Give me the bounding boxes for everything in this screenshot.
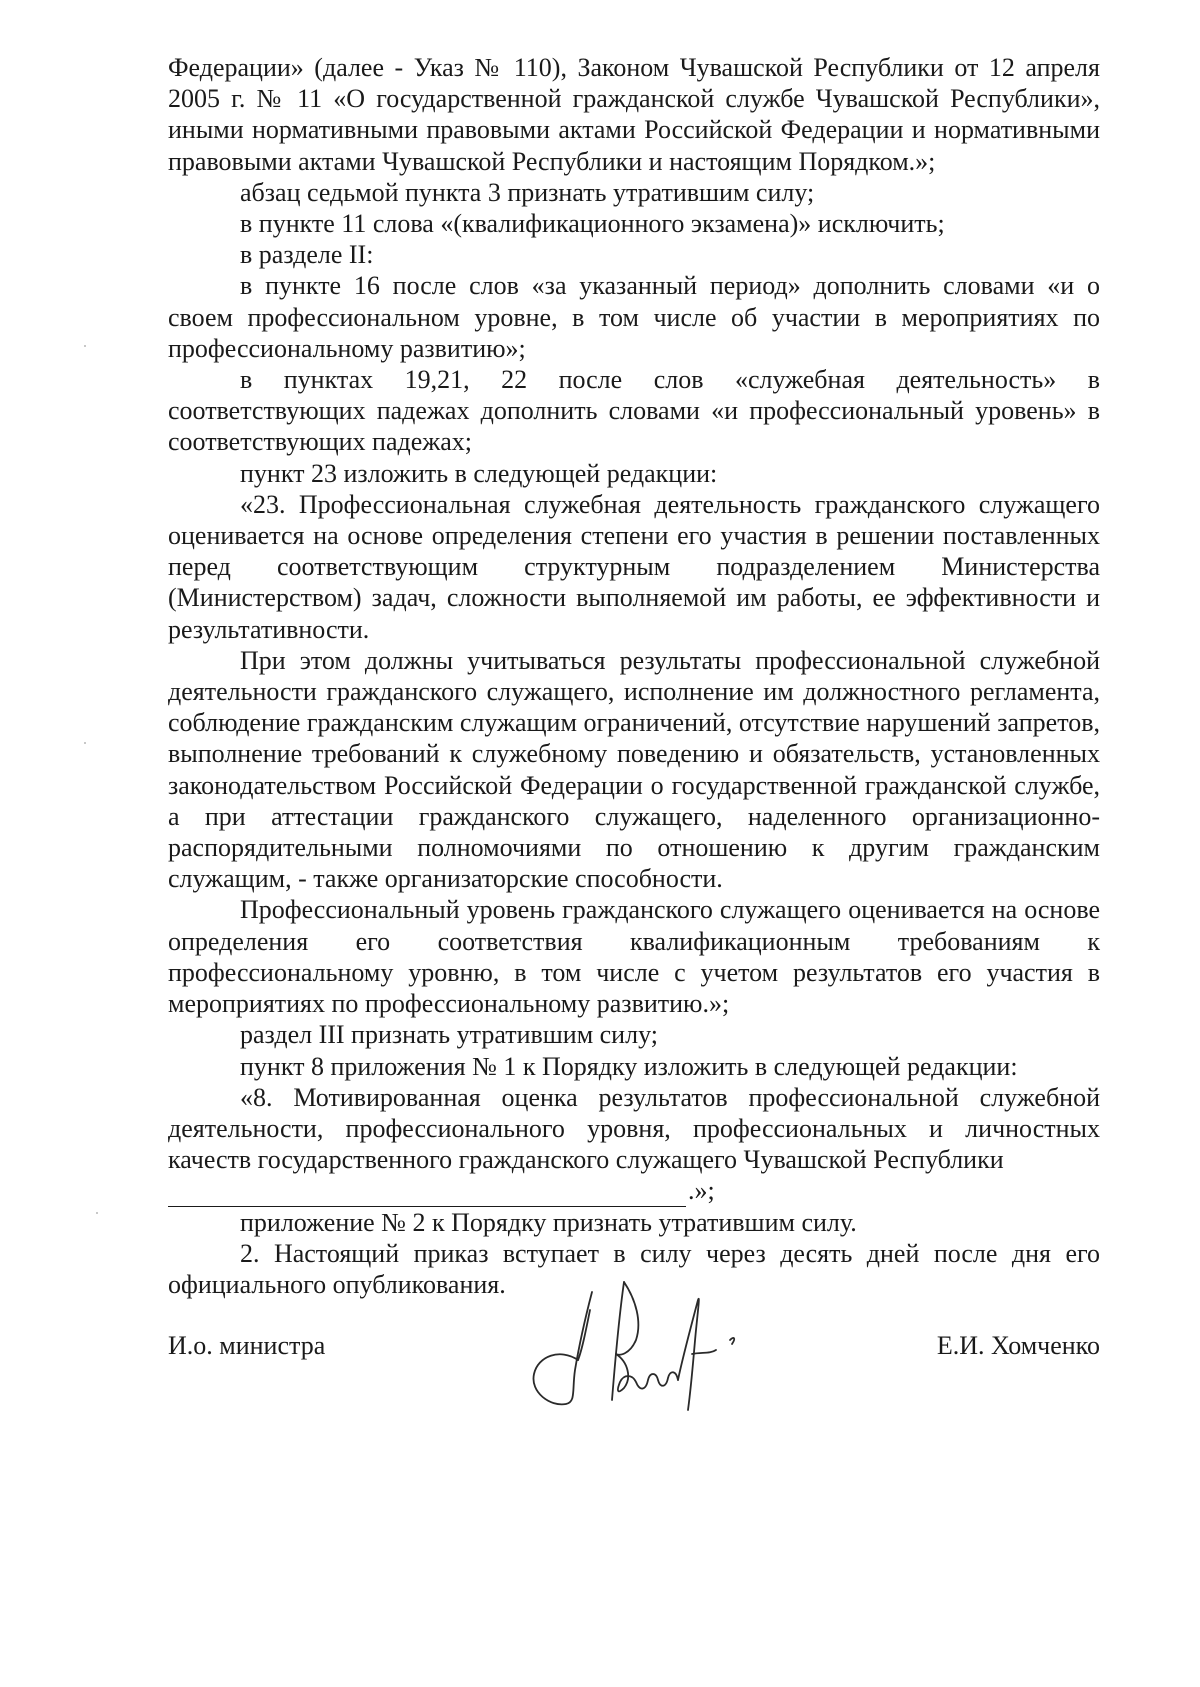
scan-speck — [84, 742, 86, 744]
paragraph-punkt-23-intro: пункт 23 изложить в следующей редакции: — [240, 458, 718, 488]
paragraph-punkt-8-intro: пункт 8 приложения № 1 к Порядку изложить в следующей редакции: — [240, 1051, 1018, 1081]
signatory-role: И.о. министра — [168, 1331, 326, 1360]
paragraph-item-punkt-11: в пункте 11 слова «(квалификационного экзамена)» исключить; — [240, 209, 945, 239]
scan-speck — [96, 1212, 98, 1214]
blank-fill-line — [168, 1175, 1100, 1206]
paragraph-punkt-23-text: «23. Профессиональная служебная деятельность гражданского служащего оценивается на основе определения степени его участия в решении поставленных перед соответствующим структурным подразделением Министерства (Министерством) задач, сложности выполняемой им работы, ее эффективности и результативности. — [168, 489, 1100, 644]
document-body — [168, 52, 1100, 1300]
handwritten-signature — [520, 1270, 780, 1420]
scan-speck — [84, 345, 86, 347]
paragraph-section-ii: в разделе II: — [240, 240, 374, 270]
paragraph-prilozhenie-2: приложение № 2 к Порядку признать утратившим силу. — [240, 1207, 857, 1237]
paragraph-intro: Федерации» (далее - Указ № 110), Законом Чувашской Республики от 12 апреля 2005 г. № 11 «О государственной гражданской службе Чувашской Республики», иными нормативными правовыми актами Российской Федерации и нормативными правовыми актами Чувашской Республики и настоящим Порядком.»; — [168, 53, 1100, 176]
paragraph-punkt-8-text: «8. Мотивированная оценка результатов профессиональной служебной деятельности, профессионального уровня, профессиональных и личностных качеств государственного гражданского служащего Чувашской Республики — [168, 1082, 1100, 1175]
paragraph-punkty-19-21-22: в пунктах 19,21, 22 после слов «служебная деятельность» в соответствующих падежах дополнить словами «и профессиональный уровень» в соответствующих падежах; — [168, 365, 1100, 457]
signatory-name: Е.И. Хомченко — [936, 1331, 1100, 1360]
paragraph-consideration: При этом должны учитываться результаты профессиональной служебной деятельности гражданского служащего, исполнение им должностного регламента, соблюдение гражданским служащим ограничений, отсутствие нарушений запретов, выполнение требований к служебному поведению и обязательств, установленных законодательством Российской Федерации о государственной гражданской службе, а при аттестации гражданского служащего, наделенного организационно-распорядительными полномочиями по отношению к другим гражданским служащим, - также организаторские способности. — [168, 645, 1100, 894]
blank-suffix: .»; — [688, 1176, 715, 1206]
paragraph-effective-date: 2. Настоящий приказ вступает в силу через десять дней после дня его официального опубликования. — [168, 1238, 1100, 1299]
paragraph-professional-level: Профессиональный уровень гражданского служащего оценивается на основе определения его соответствия квалификационным требованиям к профессиональному уровню, в том числе с учетом результатов его участия в мероприятиях по профессиональному развитию.»; — [168, 895, 1100, 1019]
paragraph-punkt-16: в пункте 16 после слов «за указанный период» дополнить словами «и о своем профессиональном уровне, в том числе об участии в мероприятиях по профессиональному развитию»; — [168, 271, 1100, 363]
blank-underline — [168, 1182, 686, 1207]
paragraph-section-iii: раздел III признать утратившим силу; — [240, 1020, 658, 1050]
paragraph-item-abzac: абзац седьмой пункта 3 признать утратившим силу; — [240, 177, 815, 207]
